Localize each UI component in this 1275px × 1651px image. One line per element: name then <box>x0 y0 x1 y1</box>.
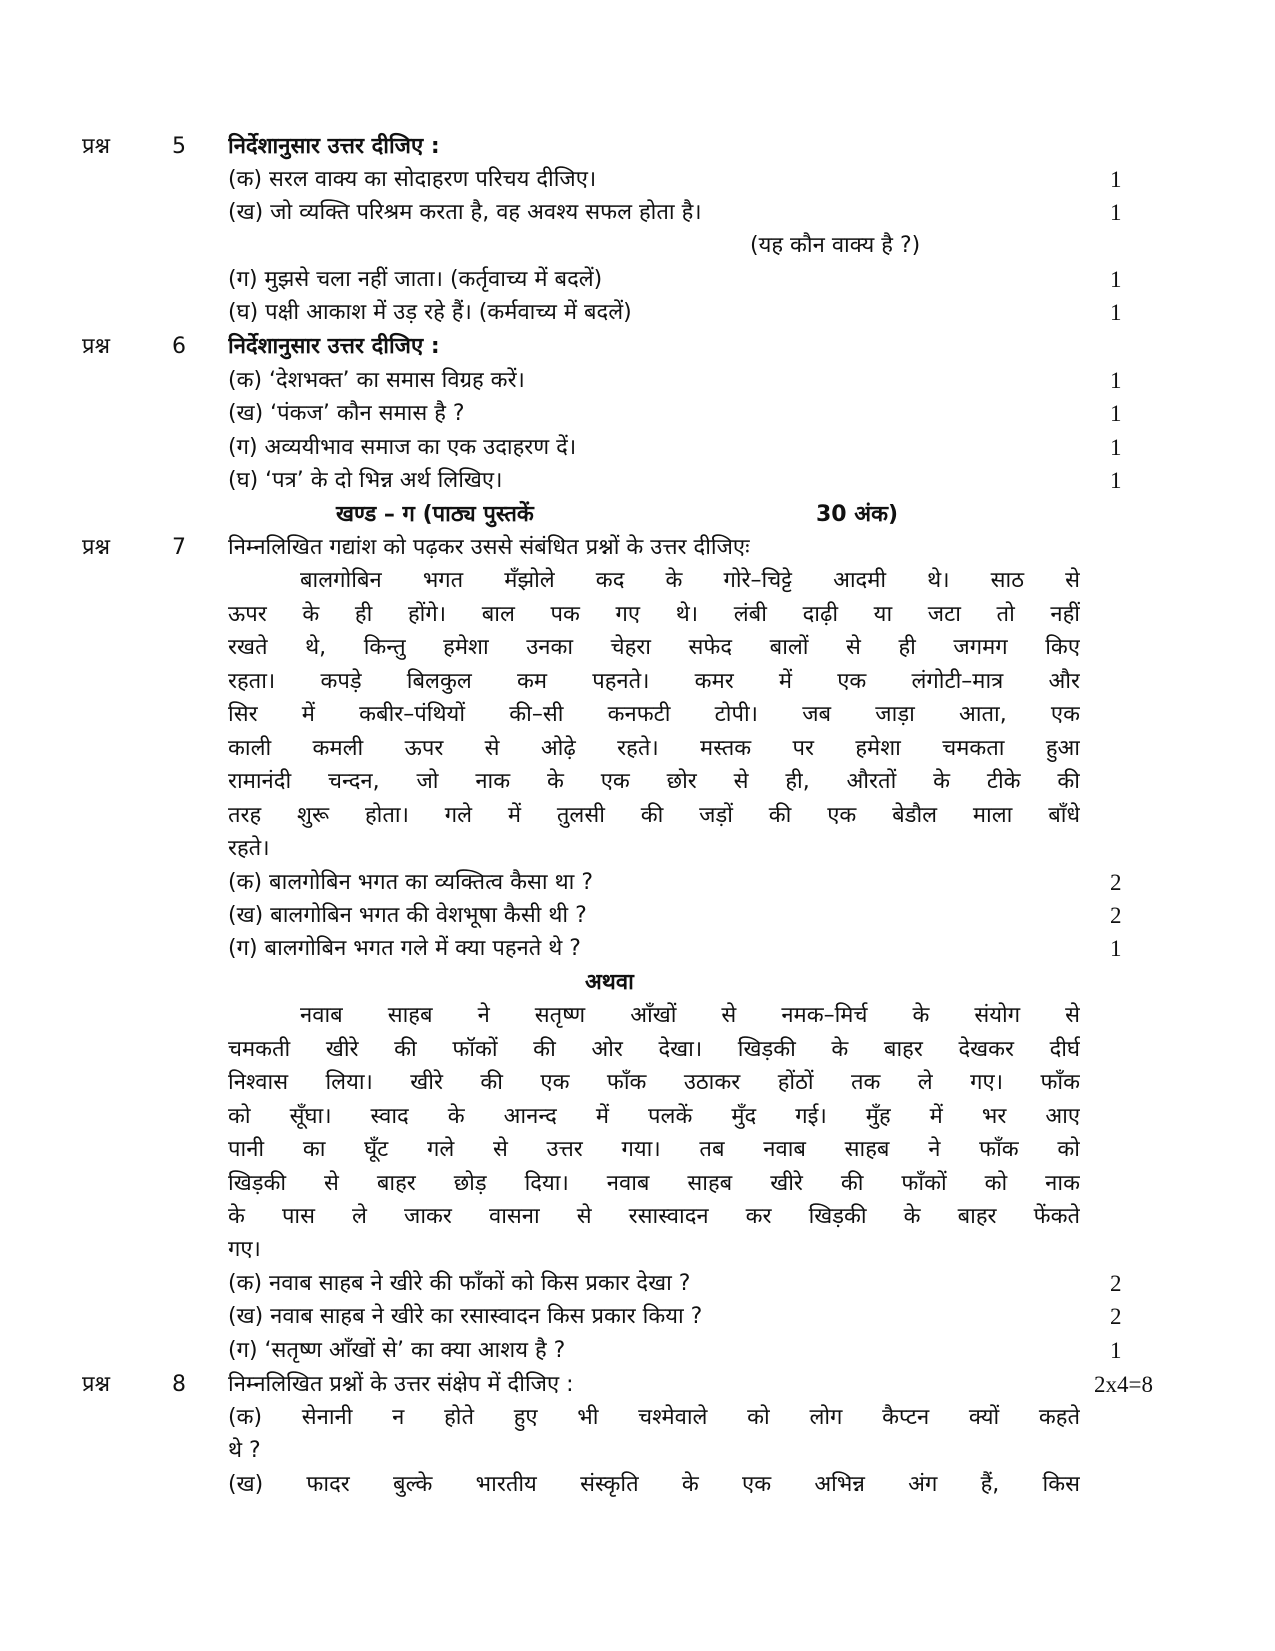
q5-item-a <box>0 163 1275 197</box>
passage-text: नवाब साहब ने सतृष्ण आँखों से नमक–मिर्च के संयोग से <box>300 1003 1080 1028</box>
question-label: प्रश्न <box>82 1372 111 1397</box>
q5-item-b <box>0 196 1275 230</box>
item-text: (ख) जो व्यक्ति परिश्रम करता है, वह अवश्य सफल होता है। <box>228 200 702 225</box>
passage-line <box>0 732 1275 766</box>
item-marks: 1 <box>1110 200 1122 225</box>
item-text: (ख) नवाब साहब ने खीरे का रसास्वादन किस प्रकार किया ? <box>228 1304 703 1329</box>
section-c-heading <box>0 498 1275 532</box>
item-text: (क) बालगोबिन भगत का व्यक्तित्व कैसा था ? <box>228 870 594 895</box>
question-marks: 2x4=8 <box>1094 1372 1153 1397</box>
passage-line <box>0 765 1275 799</box>
passage-line <box>0 631 1275 665</box>
passage-text: ऊपर के ही होंगे। बाल पक गए थे। लंबी दाढ़ी या जटा तो नहीं <box>228 602 1080 627</box>
passage-text: को सूँघा। स्वाद के आनन्द में पलकें मुँद गई। मुँह में भर आए <box>228 1104 1080 1129</box>
q6-item-b <box>0 397 1275 431</box>
question-number: 6 <box>172 334 186 359</box>
item-text: (ख) फादर बुल्के भारतीय संस्कृति के एक अभिन्न अंग हैं, किस <box>228 1472 1080 1497</box>
alt-passage-line <box>0 1200 1275 1234</box>
item-text: (ख) बालगोबिन भगत की वेशभूषा कैसी थी ? <box>228 903 587 928</box>
q5-item-d <box>0 296 1275 330</box>
passage-text: पानी का घूँट गले से उत्तर गया। तब नवाब साहब ने फाँक को <box>228 1137 1080 1162</box>
item-text: (ग) मुझसे चला नहीं जाता। (कर्तृवाच्य में बदलें) <box>228 267 603 292</box>
passage-line <box>0 799 1275 833</box>
q8-item-b <box>0 1468 1275 1502</box>
question-title: निर्देशानुसार उत्तर दीजिए : <box>228 334 440 359</box>
passage-line <box>0 598 1275 632</box>
alt-passage-line <box>0 999 1275 1033</box>
q8-header <box>0 1368 1275 1402</box>
item-marks: 2 <box>1110 1304 1122 1329</box>
passage-text: बालगोबिन भगत मँझोले कद के गोरे–चिट्टे आदमी थे। साठ से <box>300 568 1080 593</box>
question-label: प्रश्न <box>82 535 111 560</box>
item-marks: 1 <box>1110 1338 1122 1363</box>
item-marks: 1 <box>1110 401 1122 426</box>
item-text: (ग) अव्ययीभाव समाज का एक उदाहरण दें। <box>228 435 577 460</box>
item-text: (क) ‘देशभक्त’ का समास विग्रह करें। <box>228 368 525 393</box>
alt-passage-line <box>0 1133 1275 1167</box>
question-label: प्रश्न <box>82 334 111 359</box>
question-number: 5 <box>172 134 186 159</box>
passage-text: रहते। <box>228 836 270 861</box>
item-text: (घ) पक्षी आकाश में उड़ रहे हैं। (कर्मवाच्य में बदलें) <box>228 300 632 325</box>
q8-item-a-cont <box>0 1434 1275 1468</box>
passage-text: खिड़की से बाहर छोड़ दिया। नवाब साहब खीरे की फाँकों को नाक <box>228 1171 1080 1196</box>
q7-question-c <box>0 932 1275 966</box>
section-title: खण्ड – ग (पाठ्य पुस्तकें <box>336 502 534 527</box>
q6-header <box>0 330 1275 364</box>
question-number: 7 <box>172 535 186 560</box>
passage-line <box>0 832 1275 866</box>
item-marks: 1 <box>1110 368 1122 393</box>
passage-text: तरह शुरू होता। गले में तुलसी की जड़ों की एक बेडौल माला बाँधे <box>228 803 1080 828</box>
alt-passage-line <box>0 1167 1275 1201</box>
question-number: 8 <box>172 1372 186 1397</box>
passage-line <box>0 665 1275 699</box>
q7-alt-question-c <box>0 1334 1275 1368</box>
question-title: निर्देशानुसार उत्तर दीजिए : <box>228 134 440 159</box>
question-title: निम्नलिखित प्रश्नों के उत्तर संक्षेप में दीजिए : <box>228 1372 574 1397</box>
alt-passage-line <box>0 1033 1275 1067</box>
passage-text: काली कमली ऊपर से ओढ़े रहते। मस्तक पर हमेशा चमकता हुआ <box>228 736 1080 761</box>
passage-line <box>0 698 1275 732</box>
passage-text: सिर में कबीर–पंथियों की–सी कनफटी टोपी। जब जाड़ा आता, एक <box>228 702 1080 727</box>
item-marks: 1 <box>1110 167 1122 192</box>
q7-header <box>0 531 1275 565</box>
q6-item-c <box>0 431 1275 465</box>
question-title: निम्नलिखित गद्यांश को पढ़कर उससे संबंधित प्रश्नों के उत्तर दीजिएः <box>228 535 750 560</box>
passage-text: चमकती खीरे की फॉकों की ओर देखा। खिड़की के बाहर देखकर दीर्घ <box>228 1037 1080 1062</box>
item-marks: 1 <box>1110 300 1122 325</box>
item-text: (क) सरल वाक्य का सोदाहरण परिचय दीजिए। <box>228 167 597 192</box>
section-marks: 30 अंक) <box>816 502 899 527</box>
passage-text: गए। <box>228 1237 261 1262</box>
item-text: (घ) ‘पत्र’ के दो भिन्न अर्थ लिखिए। <box>228 468 503 493</box>
q7-question-a <box>0 866 1275 900</box>
section-heading <box>336 498 936 532</box>
item-marks: 1 <box>1110 267 1122 292</box>
item-text: (क) नवाब साहब ने खीरे की फाँकों को किस प्रकार देखा ? <box>228 1271 691 1296</box>
item-marks: 1 <box>1110 936 1122 961</box>
q8-item-a <box>0 1401 1275 1435</box>
item-note: (यह कौन वाक्य है ?) <box>750 233 921 258</box>
alt-passage-line <box>0 1233 1275 1267</box>
item-marks: 1 <box>1110 468 1122 493</box>
passage-text: रहता। कपड़े बिलकुल कम पहनते। कमर में एक लंगोटी–मात्र और <box>228 669 1080 694</box>
item-marks: 1 <box>1110 435 1122 460</box>
q5-item-c <box>0 263 1275 297</box>
q5-item-b-note <box>0 229 1275 263</box>
passage-text: निश्वास लिया। खीरे की एक फाँक उठाकर होंठों तक ले गए। फाँक <box>228 1070 1080 1095</box>
item-text: (ख) ‘पंकज’ कौन समास है ? <box>228 401 465 426</box>
passage-text: रामानंदी चन्दन, जो नाक के एक छोर से ही, औरतों के टीके की <box>228 769 1080 794</box>
q7-alt-question-a <box>0 1267 1275 1301</box>
q5-header <box>0 130 1275 164</box>
passage-text: के पास ले जाकर वासना से रसास्वादन कर खिड़की के बाहर फेंकते <box>228 1204 1080 1229</box>
item-marks: 2 <box>1110 870 1122 895</box>
passage-text: रखते थे, किन्तु हमेशा उनका चेहरा सफेद बालों से ही जगमग किए <box>228 635 1080 660</box>
item-text: थे ? <box>228 1438 261 1463</box>
or-label: अथवा <box>585 970 634 995</box>
item-text: (ग) ‘सतृष्ण आँखों से’ का क्या आशय है ? <box>228 1338 566 1363</box>
item-text: (ग) बालगोबिन भगत गले में क्या पहनते थे ? <box>228 936 581 961</box>
item-text: (क) सेनानी न होते हुए भी चश्मेवाले को लोग कैप्टन क्यों कहते <box>228 1405 1080 1430</box>
q6-item-a <box>0 364 1275 398</box>
q7-alt-question-b <box>0 1300 1275 1334</box>
question-label: प्रश्न <box>82 134 111 159</box>
item-marks: 2 <box>1110 903 1122 928</box>
passage-line <box>0 564 1275 598</box>
alt-passage-line <box>0 1100 1275 1134</box>
item-marks: 2 <box>1110 1271 1122 1296</box>
q6-item-d <box>0 464 1275 498</box>
alt-passage-line <box>0 1066 1275 1100</box>
q7-question-b <box>0 899 1275 933</box>
or-heading <box>0 966 1275 1000</box>
